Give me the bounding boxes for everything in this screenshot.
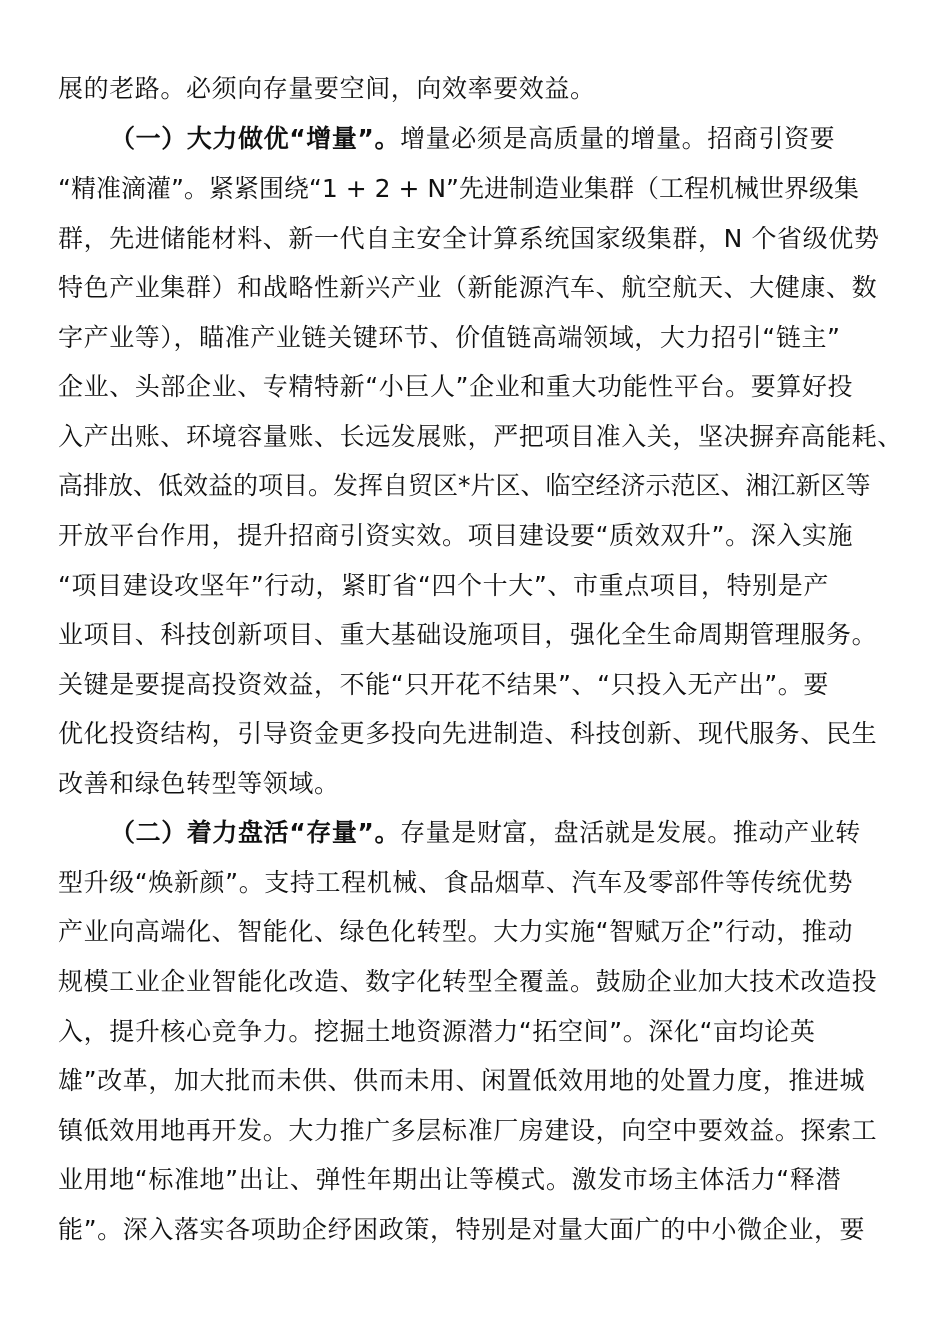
text-line-12: 业项目、科技创新项目、重大基础设施项目，强化全生命周期管理服务。 [58,620,878,649]
section-heading-2: （二）着力盘活“存量”。 [110,818,401,847]
text-line-8: 入产出账、环境容量账、长远发展账，严把项目准入关，坚决摒弃高能耗、 [58,422,903,451]
text-line-11: “项目建设攻坚年”行动，紧盯省“四个十大”、市重点项目，特别是产 [58,571,830,600]
section-heading-1: （一）大力做优“增量”。 [110,124,401,153]
text-line-15: 改善和绿色转型等领域。 [58,769,340,798]
text-line-22: 镇低效用地再开发。大力推广多层标准厂房建设，向空中要效益。探索工 [58,1116,878,1145]
text-line-7: 企业、头部企业、专精特新“小巨人”企业和重大功能性平台。要算好投 [58,372,854,401]
text-line-21: 雄”改革，加大批而未供、供而未用、闲置低效用地的处置力度，推进城 [58,1066,866,1095]
text-line-13: 关键是要提高投资效益，不能“只开花不结果”、“只投入无产出”。要 [58,670,830,699]
text-line-3: “精准滴灌”。紧紧围绕“1 + 2 + N”先进制造业集群（工程机械世界级集 [58,174,860,203]
text-line-20: 入，提升核心竞争力。挖掘土地资源潜力“拓空间”。深化“亩均论英 [58,1017,816,1046]
text-line-10: 开放平台作用，提升招商引资实效。项目建设要“质效双升”。深入实施 [58,521,854,550]
text-line-14: 优化投资结构，引导资金更多投向先进制造、科技创新、现代服务、民生 [58,719,878,748]
text-line-23: 业用地“标准地”出让、弹性年期出让等模式。激发市场主体活力“释潜 [58,1165,842,1194]
text-line-17: 型升级“焕新颜”。支持工程机械、食品烟草、汽车及零部件等传统优势 [58,868,854,897]
text-line-18: 产业向高端化、智能化、绿色化转型。大力实施“智赋万企”行动，推动 [58,917,854,946]
text-line-24: 能”。深入落实各项助企纾困政策，特别是对量大面广的中小微企业，要 [58,1215,866,1244]
paragraph-1-first-line [110,122,942,156]
text-line-16: 存量是财富，盘活就是发展。推动产业转 [400,818,861,847]
text-line-2: 增量必须是高质量的增量。招商引资要 [400,124,836,153]
text-line-19: 规模工业企业智能化改造、数字化转型全覆盖。鼓励企业加大技术改造投 [58,967,878,996]
text-line-4: 群，先进储能材料、新一代自主安全计算系统国家级集群，N 个省级优势 [58,224,880,253]
paragraph-2-first-line [110,816,942,850]
text-line-9: 高排放、低效益的项目。发挥自贸区*片区、临空经济示范区、湘江新区等 [58,471,871,500]
text-line-1: 展的老路。必须向存量要空间，向效率要效益。 [58,74,596,103]
text-line-5: 特色产业集群）和战略性新兴产业（新能源汽车、航空航天、大健康、数 [58,273,878,302]
text-line-6: 字产业等），瞄准产业链关键环节、价值链高端领域，大力招引“链主” [58,323,841,352]
